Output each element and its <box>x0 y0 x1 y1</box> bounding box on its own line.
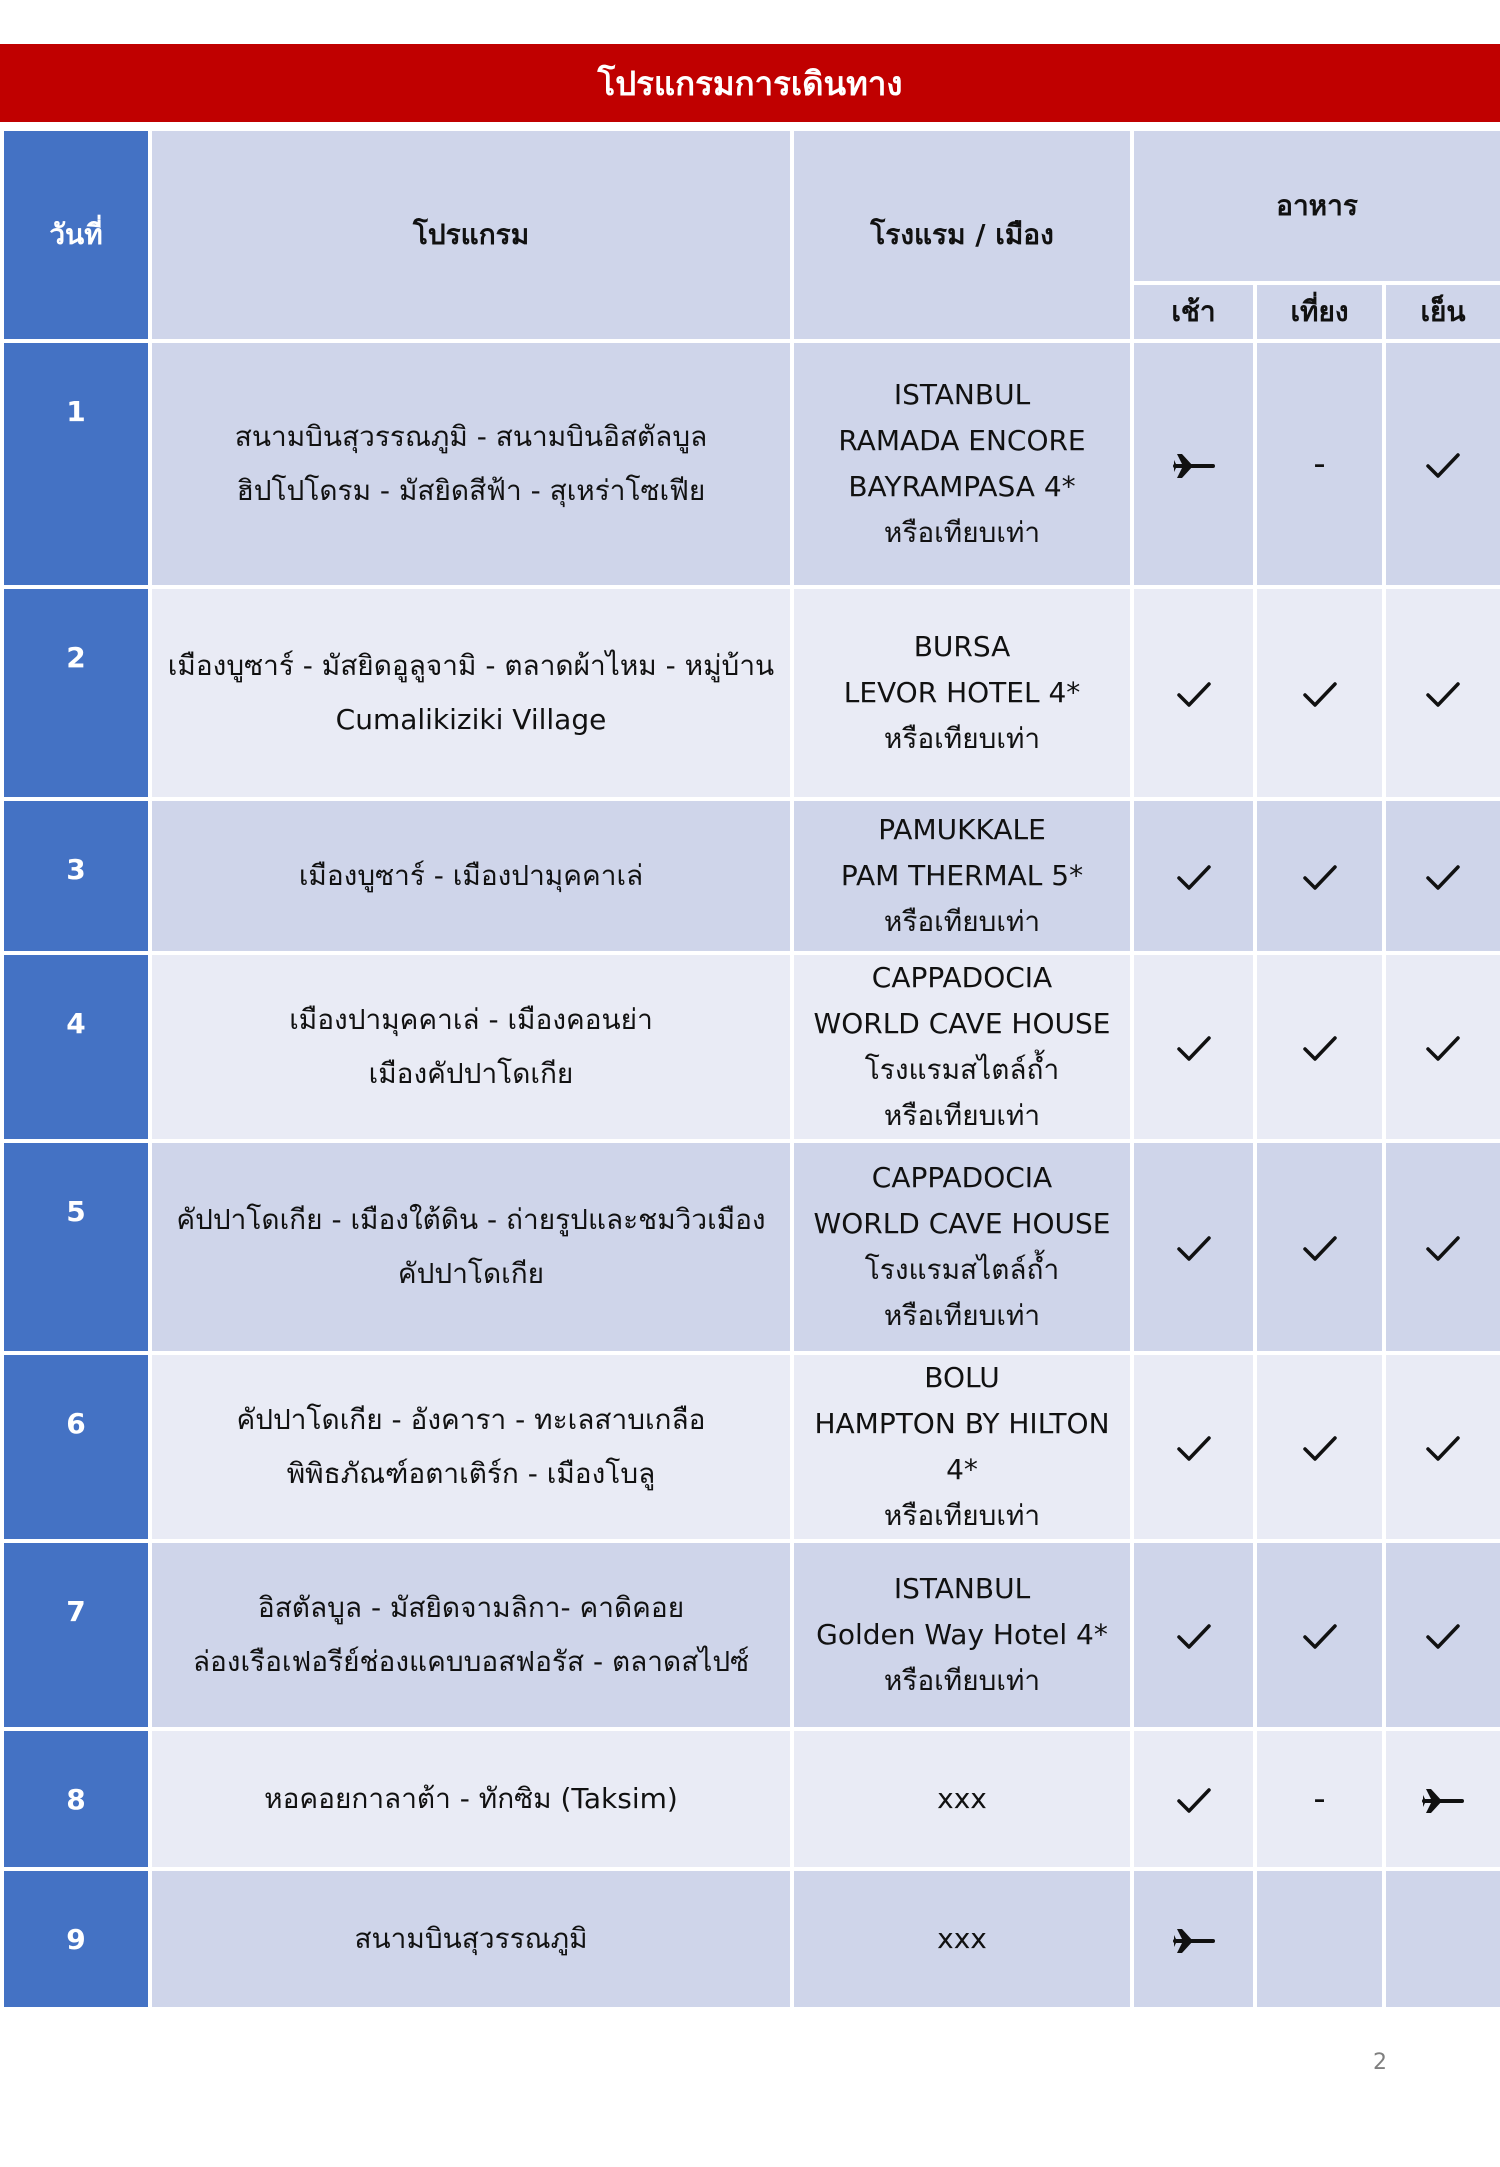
meal-value: - <box>1313 444 1326 484</box>
check-icon <box>1425 1227 1461 1267</box>
program-line: คัปปาโดเกีย - อังคารา - ทะเลสาบเกลือ <box>236 1403 706 1436</box>
hotel-line: หรือเทียบเท่า <box>883 905 1041 938</box>
day-number-label: 5 <box>66 1195 86 1228</box>
breakfast-cell <box>1132 1353 1255 1541</box>
check-icon <box>1176 673 1212 713</box>
dinner-cell <box>1384 1353 1500 1541</box>
hotel-cell <box>792 341 1132 587</box>
check-icon <box>1302 1027 1338 1067</box>
lunch-cell <box>1255 341 1384 587</box>
check-icon <box>1176 1615 1212 1655</box>
table-row <box>2 1869 1500 2009</box>
day-number <box>2 587 150 799</box>
program-cell <box>150 1141 792 1353</box>
day-number-label: 7 <box>66 1595 86 1628</box>
itinerary-body <box>2 341 1500 2009</box>
hotel-line: LEVOR HOTEL 4* <box>843 676 1081 709</box>
header-day: วันที่ <box>2 129 150 341</box>
lunch-cell <box>1255 1141 1384 1353</box>
meal-value: - <box>1313 1779 1326 1819</box>
program-cell <box>150 1541 792 1729</box>
day-number <box>2 341 150 587</box>
plane-icon <box>1171 1919 1217 1959</box>
check-icon <box>1425 673 1461 713</box>
breakfast-cell <box>1132 953 1255 1141</box>
program-cell <box>150 1353 792 1541</box>
check-icon <box>1425 1427 1461 1467</box>
program-line: หอคอยกาลาต้า - ทักซิม (Taksim) <box>264 1782 678 1815</box>
dinner-cell <box>1384 587 1500 799</box>
day-number-label: 9 <box>66 1923 86 1956</box>
program-line: สนามบินสุวรรณภูมิ - สนามบินอิสตัลบูล <box>234 420 708 453</box>
program-line: เมืองคัปปาโดเกีย <box>368 1057 574 1090</box>
program-cell <box>150 953 792 1141</box>
hotel-line: หรือเทียบเท่า <box>883 516 1041 549</box>
hotel-line: หรือเทียบเท่า <box>883 1664 1041 1697</box>
check-icon <box>1176 1227 1212 1267</box>
dinner-cell <box>1384 799 1500 953</box>
itinerary-table <box>0 127 1500 2011</box>
hotel-cell <box>792 1869 1132 2009</box>
dinner-cell <box>1384 1541 1500 1729</box>
program-line: ฮิปโปโดรม - มัสยิดสีฟ้า - สุเหร่าโซเฟีย <box>236 474 706 507</box>
hotel-cell <box>792 1141 1132 1353</box>
header-breakfast: เช้า <box>1132 283 1255 341</box>
program-cell <box>150 341 792 587</box>
day-number <box>2 1869 150 2009</box>
hotel-line: หรือเทียบเท่า <box>883 1499 1041 1532</box>
plane-icon <box>1171 444 1217 484</box>
header-program: โปรแกรม <box>150 129 792 341</box>
hotel-line: xxx <box>937 1922 987 1955</box>
hotel-line: WORLD CAVE HOUSE <box>813 1207 1111 1240</box>
day-number <box>2 1541 150 1729</box>
hotel-line: หรือเทียบเท่า <box>883 722 1041 755</box>
program-line: เมืองบูซาร์ - มัสยิดอูลูจามิ - ตลาดผ้าไหม - หมู่บ้าน <box>167 649 775 682</box>
table-row <box>2 1541 1500 1729</box>
table-row <box>2 953 1500 1141</box>
program-line: ล่องเรือเฟอรีย์ช่องแคบบอสฟอรัส - ตลาดสไปซ์ <box>192 1645 750 1678</box>
lunch-cell <box>1255 1541 1384 1729</box>
day-number <box>2 799 150 953</box>
hotel-cell <box>792 799 1132 953</box>
table-row <box>2 799 1500 953</box>
program-line: พิพิธภัณฑ์อตาเติร์ก - เมืองโบลู <box>286 1457 656 1490</box>
table-row <box>2 341 1500 587</box>
check-icon <box>1176 1427 1212 1467</box>
hotel-line: โรงแรมสไตล์ถ้ำ <box>864 1053 1060 1086</box>
day-number-label: 1 <box>66 395 86 428</box>
table-row <box>2 1141 1500 1353</box>
plane-icon <box>1420 1779 1466 1819</box>
program-cell <box>150 1729 792 1869</box>
hotel-line: CAPPADOCIA <box>871 961 1053 994</box>
hotel-line: RAMADA ENCORE <box>838 424 1086 457</box>
hotel-line: หรือเทียบเท่า <box>883 1099 1041 1132</box>
lunch-cell <box>1255 1869 1384 2009</box>
breakfast-cell <box>1132 341 1255 587</box>
check-icon <box>1302 1427 1338 1467</box>
program-line: คัปปาโดเกีย - เมืองใต้ดิน - ถ่ายรูปและชมวิวเมือง <box>176 1203 766 1236</box>
lunch-cell <box>1255 1353 1384 1541</box>
table-row <box>2 587 1500 799</box>
lunch-cell <box>1255 953 1384 1141</box>
check-icon <box>1302 673 1338 713</box>
hotel-cell <box>792 587 1132 799</box>
dinner-cell <box>1384 1141 1500 1353</box>
day-number <box>2 1141 150 1353</box>
check-icon <box>1176 1779 1212 1819</box>
hotel-line: PAMUKKALE <box>878 813 1046 846</box>
hotel-line: Golden Way Hotel 4* <box>816 1618 1108 1651</box>
dinner-cell <box>1384 341 1500 587</box>
check-icon <box>1302 856 1338 896</box>
breakfast-cell <box>1132 587 1255 799</box>
breakfast-cell <box>1132 1869 1255 2009</box>
header-meals: อาหาร <box>1132 129 1500 283</box>
hotel-line: ISTANBUL <box>893 378 1031 411</box>
header-dinner: เย็น <box>1384 283 1500 341</box>
program-line: สนามบินสุวรรณภูมิ <box>354 1922 588 1955</box>
day-number <box>2 953 150 1141</box>
header-lunch: เที่ยง <box>1255 283 1384 341</box>
dinner-cell <box>1384 1869 1500 2009</box>
day-number-label: 4 <box>66 1007 86 1040</box>
day-number <box>2 1729 150 1869</box>
hotel-line: 4* <box>946 1453 978 1486</box>
check-icon <box>1425 856 1461 896</box>
program-cell <box>150 1869 792 2009</box>
program-line: Cumalikiziki Village <box>335 703 607 736</box>
lunch-cell <box>1255 1729 1384 1869</box>
check-icon <box>1425 1615 1461 1655</box>
day-number <box>2 1353 150 1541</box>
check-icon <box>1302 1227 1338 1267</box>
day-number-label: 8 <box>66 1783 86 1816</box>
breakfast-cell <box>1132 1729 1255 1869</box>
program-line: เมืองปามุคคาเล่ - เมืองคอนย่า <box>289 1003 653 1036</box>
hotel-line: BURSA <box>913 630 1011 663</box>
breakfast-cell <box>1132 1541 1255 1729</box>
page-title: โปรแกรมการเดินทาง <box>0 44 1500 122</box>
breakfast-cell <box>1132 1141 1255 1353</box>
hotel-line: โรงแรมสไตล์ถ้ำ <box>864 1253 1060 1286</box>
table-row <box>2 1353 1500 1541</box>
lunch-cell <box>1255 799 1384 953</box>
hotel-line: WORLD CAVE HOUSE <box>813 1007 1111 1040</box>
hotel-line: BAYRAMPASA 4* <box>848 470 1076 503</box>
check-icon <box>1176 856 1212 896</box>
dinner-cell <box>1384 953 1500 1141</box>
hotel-line: หรือเทียบเท่า <box>883 1299 1041 1332</box>
hotel-cell <box>792 953 1132 1141</box>
program-line: เมืองบูซาร์ - เมืองปามุคคาเล่ <box>298 859 644 892</box>
hotel-line: BOLU <box>924 1361 1000 1394</box>
program-line: คัปปาโดเกีย <box>397 1257 545 1290</box>
dinner-cell <box>1384 1729 1500 1869</box>
lunch-cell <box>1255 587 1384 799</box>
hotel-line: xxx <box>937 1782 987 1815</box>
day-number-label: 2 <box>66 641 86 674</box>
day-number-label: 3 <box>66 853 86 886</box>
day-number-label: 6 <box>66 1407 86 1440</box>
breakfast-cell <box>1132 799 1255 953</box>
page-number: 2 <box>1373 2050 1387 2075</box>
program-line: อิสตัลบูล - มัสยิดจามลิกา- คาดิคอย <box>257 1591 685 1624</box>
header-hotel: โรงแรม / เมือง <box>792 129 1132 341</box>
check-icon <box>1425 444 1461 484</box>
program-cell <box>150 799 792 953</box>
hotel-line: HAMPTON BY HILTON <box>814 1407 1110 1440</box>
hotel-line: CAPPADOCIA <box>871 1161 1053 1194</box>
check-icon <box>1425 1027 1461 1067</box>
program-cell <box>150 587 792 799</box>
hotel-cell <box>792 1541 1132 1729</box>
hotel-cell <box>792 1353 1132 1541</box>
hotel-cell <box>792 1729 1132 1869</box>
hotel-line: PAM THERMAL 5* <box>840 859 1084 892</box>
check-icon <box>1176 1027 1212 1067</box>
hotel-line: ISTANBUL <box>893 1572 1031 1605</box>
table-row <box>2 1729 1500 1869</box>
check-icon <box>1302 1615 1338 1655</box>
